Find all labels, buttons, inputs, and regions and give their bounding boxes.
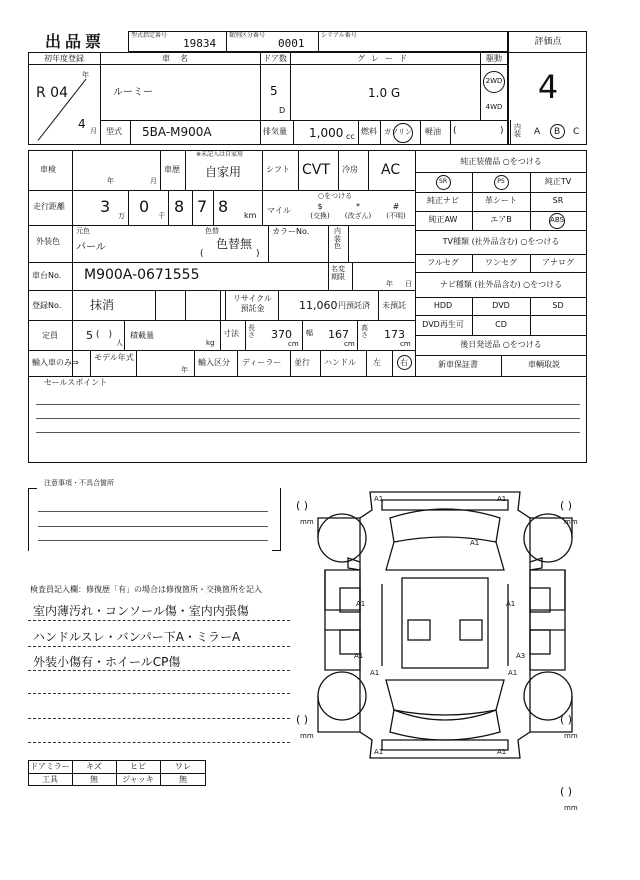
original-color-value: パール	[76, 242, 106, 253]
later-1: 新車保証書	[438, 360, 478, 369]
doors-sub: D	[279, 106, 286, 115]
mileage-digit-3: 8	[174, 197, 185, 216]
parallel-label: 並行	[294, 358, 310, 367]
grade-label: グレード	[357, 54, 413, 63]
man-unit: 万	[118, 212, 125, 220]
import-type-label: 輸入区分	[198, 358, 230, 367]
mm-fr: mm	[564, 518, 578, 526]
damage-right-rear: A3	[516, 652, 526, 660]
model-year-label: モデル年式	[94, 353, 134, 362]
tbl-r2-3: ジャッキ	[122, 775, 154, 784]
drive-label: 駆動	[486, 54, 502, 63]
registration-label: 登録No.	[32, 301, 62, 310]
history-label: 車歴	[164, 165, 180, 174]
bracket-spare: ( )	[560, 785, 573, 798]
aircon-label: 冷房	[342, 165, 358, 174]
interior-grade-c: C	[573, 127, 580, 137]
inspection-label: 車検	[40, 165, 56, 174]
aircon-value: AC	[381, 162, 401, 178]
interior-label: 内装	[514, 123, 521, 138]
recycle-pending: 未預託	[382, 301, 406, 310]
navi-header: ナビ種類 (社外品含む) ○をつける	[439, 280, 563, 289]
note-line-1: 室内薄汚れ・コンソール傷・室内内張傷	[33, 604, 249, 618]
type-no-value: 19834	[183, 37, 217, 50]
history-note: ※未記入は自家用	[196, 151, 244, 158]
mileage-digit-1: 3	[100, 197, 111, 216]
recycle-label: リサイクル預託金	[233, 294, 272, 313]
equip-r3-2: エアB	[490, 215, 512, 224]
drive-2wd: 2WD	[485, 77, 503, 85]
length-value: 370	[271, 328, 292, 341]
sen-unit: 千	[158, 212, 165, 220]
transfer-year-unit: 年	[386, 280, 393, 288]
handle-left: 左	[373, 358, 381, 367]
height-unit: cm	[400, 340, 411, 348]
damage-rear-right: A1	[497, 748, 507, 756]
tbl-r1-4: ワレ	[175, 762, 191, 771]
fuel-label: 燃料	[361, 127, 377, 136]
repaint-label: 色替	[205, 227, 219, 235]
first-reg-label: 初年度登録	[44, 54, 84, 63]
mm-rl: mm	[300, 732, 314, 740]
car-damage-diagram	[290, 470, 600, 780]
damage-right-quarter: A1	[508, 669, 518, 677]
handle-label: ハンドル	[324, 358, 356, 367]
note-line-3: 外装小傷有・ホイールCP傷	[33, 655, 181, 669]
equip-r2-3: SR	[552, 196, 564, 205]
bracket-rr: ( )	[560, 713, 573, 726]
damage-rear-bumper: A1	[374, 748, 384, 756]
displacement-value: 1,000	[309, 126, 344, 140]
color-no-label: カラーNo.	[272, 227, 310, 236]
history-value: 自家用	[205, 165, 242, 179]
navi-3: SD	[552, 301, 564, 310]
damage-hood: A1	[470, 539, 480, 547]
navi-2: DVD	[492, 301, 510, 310]
capacity-value: 5	[86, 329, 93, 342]
damage-right-front-door: A1	[506, 600, 516, 608]
mm-rr: mm	[564, 732, 578, 740]
tbl-r2-4: 無	[179, 775, 187, 784]
tbl-r1-3: ヒビ	[130, 762, 146, 771]
damage-left-front-door: A1	[356, 600, 366, 608]
registration-value: 抹消	[90, 298, 115, 312]
reg-month: 4	[78, 117, 86, 131]
width-unit: cm	[344, 340, 355, 348]
length-unit: cm	[288, 340, 299, 348]
equip-r2-2: 革シート	[485, 196, 517, 205]
tv-1: フルセグ	[427, 258, 459, 267]
mileage-digit-2: 0	[139, 197, 150, 216]
import-label: 輸入車のみ⇒	[32, 358, 79, 367]
bracket-fl: ( )	[296, 499, 309, 512]
inspector-label: 検査員記入欄：修復歴「有」の場合は修復箇所・交換箇所を記入	[30, 585, 262, 594]
capacity-unit: 人	[116, 339, 123, 347]
navi-1: HDD	[433, 301, 453, 310]
tv-header: TV種類 (社外品含む) ○をつける	[442, 237, 560, 246]
later-header: 後日発送品 ○をつける	[460, 340, 542, 349]
meter-tamper-sym: *	[356, 202, 360, 211]
interior-grade-b: B	[554, 127, 561, 137]
capacity-label: 定員	[42, 331, 58, 340]
equip-r1-2: PS	[497, 178, 505, 185]
dims-label: 寸法	[223, 329, 239, 338]
type-no-label: 型式指定番号	[131, 32, 168, 39]
meter-exchange-sym: $	[317, 202, 323, 211]
navi2-2: CD	[495, 320, 507, 329]
repaint-value: 色替無	[216, 237, 253, 251]
sales-points-label: セールスポイント	[44, 378, 108, 387]
original-color-label: 元色	[76, 227, 90, 235]
handle-right: 右	[400, 358, 408, 367]
navi2-1: DVD再生可	[422, 320, 464, 329]
genuine-header: 純正装備品 ○をつける	[460, 157, 542, 166]
width-value: 167	[328, 328, 349, 341]
car-name-value: ルーミー	[113, 87, 153, 98]
equip-r2-1: 純正ナビ	[427, 196, 459, 205]
serial-label: シリアル番号	[321, 32, 357, 39]
drive-4wd: 4WD	[485, 103, 503, 111]
damage-left-rear: A1	[354, 652, 364, 660]
reg-year: R 04	[36, 85, 68, 101]
model-year-unit: 年	[181, 366, 188, 374]
shift-value: CVT	[302, 162, 330, 178]
meter-unknown-sym: #	[392, 202, 400, 211]
later-2: 車輌取説	[528, 360, 560, 369]
model-label: 型式	[106, 127, 122, 136]
inspection-year-unit: 年	[107, 177, 114, 185]
color-label: 外装色	[36, 237, 60, 246]
model-value: 5BA-M900A	[142, 125, 212, 139]
tbl-r1-1: ドアミラー	[30, 762, 70, 771]
tbl-r2-2: 無	[90, 775, 98, 784]
fuel-circle	[393, 123, 413, 143]
diesel-label: 軽油	[425, 127, 441, 136]
recycle-fee: 11,060	[299, 299, 338, 312]
damage-left-quarter: A1	[370, 669, 380, 677]
tv-3: アナログ	[542, 258, 574, 267]
equip-r1-1: SR	[439, 178, 447, 185]
meter-unknown-sub: (不明)	[386, 212, 406, 220]
doors-label: ドア数	[263, 54, 287, 63]
mm-spare: mm	[564, 804, 578, 812]
chassis-label: 車台No.	[32, 271, 62, 280]
mileage-digit-4: 7	[197, 197, 208, 216]
mileage-label: 走行距離	[33, 202, 65, 211]
recycle-unit: 円預託済	[338, 301, 370, 310]
equip-r3-1: 純正AW	[428, 215, 458, 224]
meter-circle-note: ○をつける	[318, 192, 353, 200]
displacement-unit: cc	[346, 132, 355, 141]
rating-value: 4	[537, 68, 559, 106]
mm-fl: mm	[300, 518, 314, 526]
dealer-label: ディーラー	[242, 358, 282, 367]
damage-front-bumper: A1	[374, 495, 384, 503]
caution-label: 注意事項・不具合箇所	[44, 479, 114, 487]
class-no-label: 類別区分番号	[229, 32, 266, 39]
rating-label: 評価点	[534, 37, 562, 47]
interior-grade-a: A	[534, 127, 541, 137]
bracket-fr: ( )	[560, 499, 573, 512]
interior-color-label: 内装色	[334, 227, 341, 251]
height-value: 173	[384, 328, 405, 341]
displacement-label: 排気量	[263, 127, 287, 136]
load-label: 積載量	[130, 331, 154, 340]
mileage-digit-5: 8	[218, 197, 229, 216]
transfer-label: 名変期限	[331, 265, 345, 282]
meter-tamper-sub: (改ざん)	[344, 212, 372, 220]
fuel-value: ガソリン	[384, 128, 412, 136]
month-unit: 月	[90, 127, 97, 135]
meter-mile: マイル	[267, 206, 291, 215]
km-unit: km	[244, 211, 257, 220]
tv-2: ワンセグ	[485, 258, 517, 267]
meter-exchange-sub: (交換)	[310, 212, 330, 220]
equip-r3-3: ABS	[550, 216, 564, 224]
class-no-value: 0001	[278, 37, 305, 50]
length-label: 長さ	[248, 324, 255, 339]
car-name-label: 車名	[162, 54, 198, 63]
shift-label: シフト	[266, 165, 290, 174]
load-unit: kg	[206, 339, 215, 347]
height-label: 高さ	[361, 324, 368, 339]
damage-front-right: A1	[497, 495, 507, 503]
chassis-value: M900A-0671555	[84, 267, 200, 283]
bracket-rl: ( )	[296, 713, 309, 726]
inspection-month-unit: 月	[150, 177, 157, 185]
form-title: 出品票	[45, 32, 106, 51]
note-line-2: ハンドルスレ・バンパー下A・ミラーA	[33, 630, 241, 644]
tbl-r1-2: キズ	[86, 762, 102, 771]
year-unit: 年	[82, 71, 89, 79]
width-label: 幅	[306, 329, 313, 337]
doors-value: 5	[270, 84, 278, 98]
grade-value: 1.0 G	[368, 86, 401, 100]
tbl-r2-1: 工具	[42, 775, 58, 784]
equip-r1-3: 純正TV	[544, 177, 572, 186]
